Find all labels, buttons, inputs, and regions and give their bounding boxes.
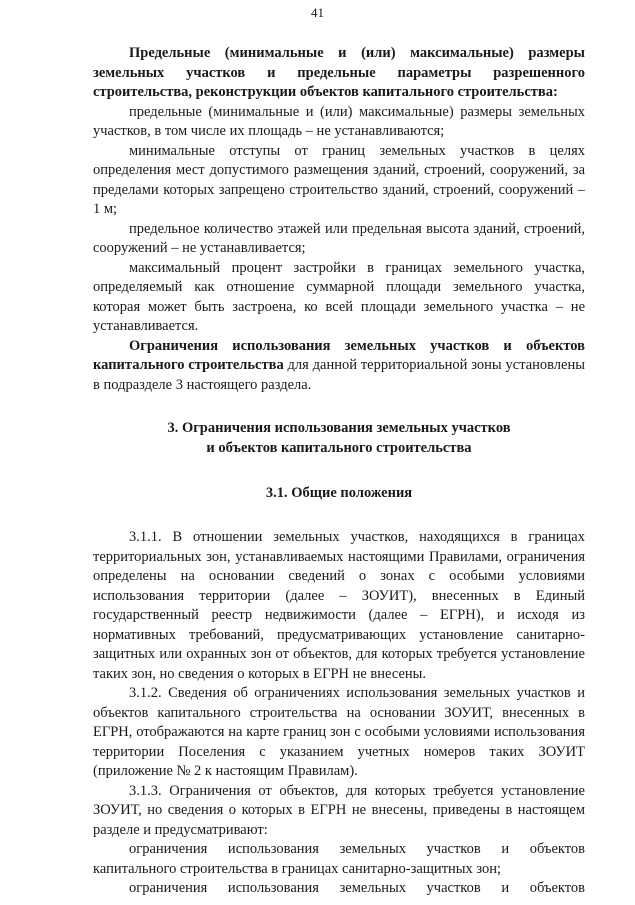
section-3-title-line-2: и объектов капитального строительства bbox=[206, 440, 472, 456]
restrictions-text: для данной территориальной зоны установлены в подразделе 3 настоящего раздела. bbox=[93, 357, 585, 393]
section-top bbox=[93, 44, 585, 395]
paragraph-cut-off: ограничения использования земельных участков и объектов bbox=[129, 880, 585, 896]
page-content bbox=[93, 44, 585, 899]
paragraph-min-setback: минимальные отступы от границ земельных участков в целях определения мест допустимого размещения зданий, строений, сооружений, за пределами которых запрещено строительство зданий, строений, сооружений – 1 м; bbox=[93, 142, 585, 217]
paragraph-sanitary-zones: ограничения использования земельных участков и объектов капитального строительства в границах санитарно-защитных зон; bbox=[93, 841, 585, 877]
paragraph-3-1-1: 3.1.1. В отношении земельных участков, находящихся в границах территориальных зон, устанавливаемых настоящими Правилами, ограничения определены на основании сведений о зонах с особыми условиями использования территории (далее – ЗОУИТ), внесенных в Единый государственный реестр недвижимости (далее – ЕГРН), и исходя из нормативных требований, предусматривающих установление санитарно-защитных или охранных зон от объектов, для которых требуется установление таких зон, но сведения о которых в ЕГРН не внесены. bbox=[93, 529, 585, 682]
restrictions-bold-text: Ограничения использования земельных участков и объектов капитального строительства bbox=[93, 337, 585, 373]
parameters-heading: Предельные (минимальные и (или) максимальные) размеры земельных участков и предельные параметры разрешенного строительства, реконструкции объектов капитального строительства: bbox=[93, 45, 585, 100]
paragraph-floors: предельное количество этажей или предельная высота зданий, строений, сооружений – не устанавливается; bbox=[93, 220, 585, 256]
section-3-1-body bbox=[93, 528, 585, 899]
paragraph-3-1-2: 3.1.2. Сведения об ограничениях использования земельных участков и объектов капитального строительства на основании ЗОУИТ, внесенных в ЕГРН, отображаются на карте границ зон с особыми условиями использования территории Поселения с указанием учетных номеров таких ЗОУИТ (приложение № 2 к настоящим Правилам). bbox=[93, 685, 585, 779]
section-3-title bbox=[93, 418, 585, 458]
subsection-3-1-title: 3.1. Общие положения bbox=[265, 485, 413, 501]
paragraph-restrictions bbox=[93, 337, 585, 396]
page-number: 41 bbox=[311, 5, 324, 20]
paragraph-3-1-3: 3.1.3. Ограничения от объектов, для которых требуется установление ЗОУИТ, но сведения о которых в ЕГРН не внесены, приведены в настоящем разделе и предусматривают: bbox=[93, 782, 585, 838]
paragraph-max-coverage: максимальный процент застройки в границах земельного участка, определяемый как отношение суммарной площади земельного участка, которая может быть застроена, ко всей площади земельного участка – не устанавливается. bbox=[93, 259, 585, 334]
paragraph-plot-size: предельные (минимальные и (или) максимальные) размеры земельных участков, в том числе их площадь – не устанавливаются; bbox=[93, 103, 585, 139]
section-3-title-line-1: 3. Ограничения использования земельных участков bbox=[167, 420, 511, 436]
